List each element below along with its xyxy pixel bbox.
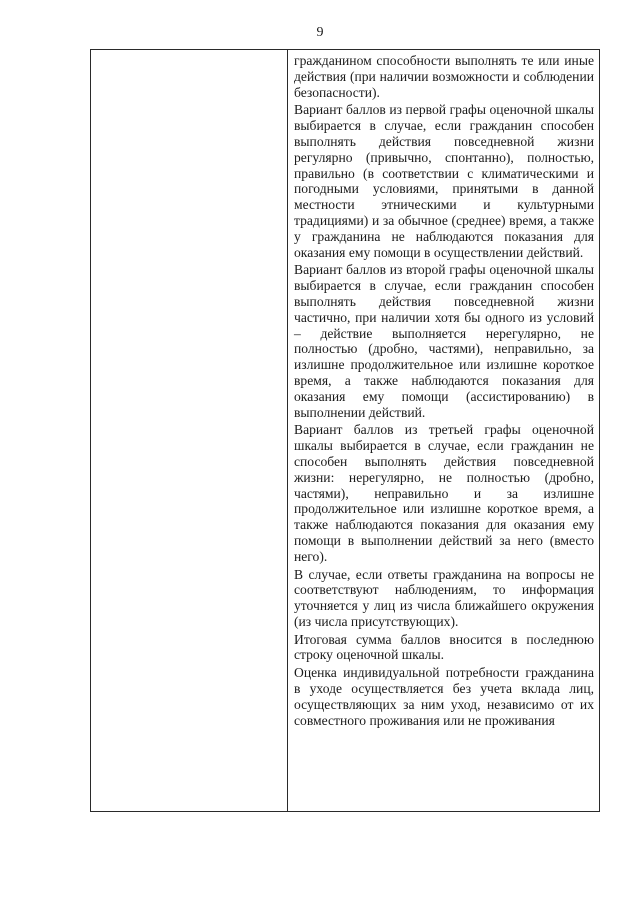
paragraph-third-column-option: Вариант баллов из третьей графы оценочной шкалы выбирается в случае, если гражданин не способен выполнять действия повседневной жизни: нерегулярно, не полностью (дробно, частями), неправильно и за излишне продолжительное или излишне короткое время, а также наблюдаются показания для оказания ему помощи в выполнении действий за него (вместо него).	[294, 422, 594, 564]
paragraph-total-score: Итоговая сумма баллов вносится в последнюю строку оценочной шкалы.	[294, 631, 594, 663]
paragraph-answers-verification: В случае, если ответы гражданина на вопросы не соответствуют наблюдениям, то информация уточняется у лиц из числа ближайшего окружения (из числа присутствующих).	[294, 566, 594, 629]
table-right-cell	[288, 50, 599, 811]
paragraph-continuation: гражданином способности выполнять те или иные действия (при наличии возможности и соблюдении безопасности).	[294, 53, 594, 100]
paragraph-first-column-option: Вариант баллов из первой графы оценочной шкалы выбирается в случае, если гражданин способен выполнять действия повседневной жизни регулярно (привычно, спонтанно), полностью, правильно (в соответствии с климатическими и погодными условиями, принятыми в данной местности этническими и культурными традициями) и за обычное (среднее) время, а также у гражданина не наблюдаются показания для оказания ему помощи в осуществлении действий.	[294, 102, 594, 260]
document-table	[90, 49, 600, 812]
page-number: 9	[316, 25, 324, 40]
paragraph-second-column-option: Вариант баллов из второй графы оценочной шкалы выбирается в случае, если гражданин способен выполнять действия повседневной жизни частично, при наличии хотя бы одного из условий – действие выполняется нерегулярно, не полностью (дробно, частями), неправильно, за излишне продолжительное или излишне короткое время, а также наблюдаются показания для оказания ему помощи (ассистированию) в выполнении действий.	[294, 262, 594, 420]
table-left-cell	[91, 50, 288, 811]
paragraph-care-need-assessment: Оценка индивидуальной потребности гражданина в уходе осуществляется без учета вклада лиц, осуществляющих за ним уход, независимо от их совместного проживания или не проживания	[294, 665, 594, 728]
